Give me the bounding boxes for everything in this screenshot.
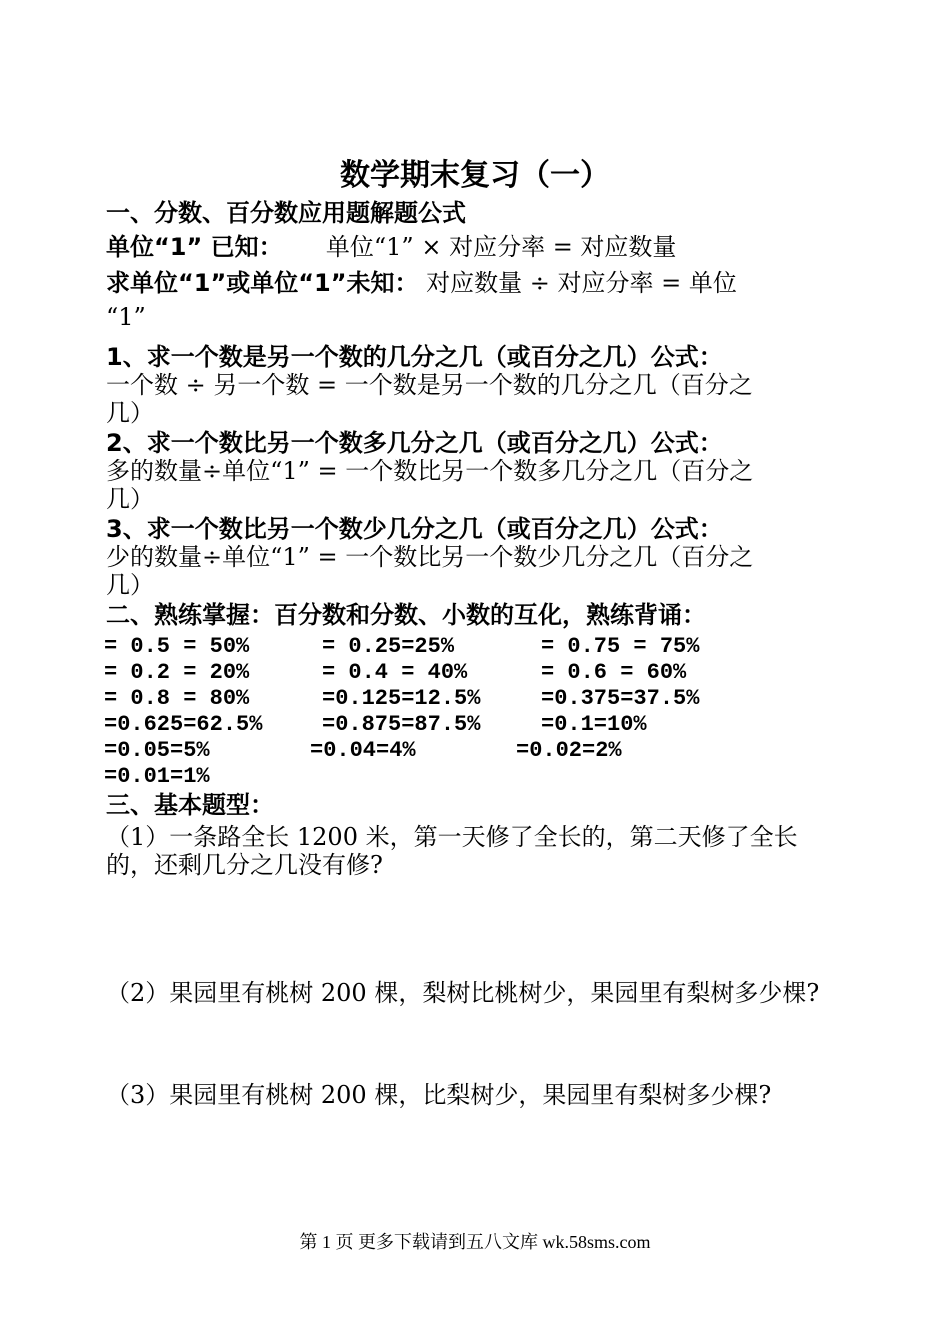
conversion-cell: =0.01=1% xyxy=(104,764,210,789)
question-2: （2）果园里有桃树 200 棵，梨树比桃树少，果园里有梨树多少棵? xyxy=(106,979,820,1007)
item2-formula-cont: 几） xyxy=(106,485,154,513)
conversion-cell: = 0.4 = 40% xyxy=(322,660,468,685)
conversion-cell: =0.125=12.5% xyxy=(322,686,481,711)
conversion-cell: = 0.25=25% xyxy=(322,634,455,659)
page-footer: 第 1 页 更多下载请到五八文库 wk.58sms.com xyxy=(299,1232,651,1252)
formula1-label: 单位“1” 已知： xyxy=(106,233,283,261)
item1-formula-cont: 几） xyxy=(106,399,154,427)
conversion-cell: =0.375=37.5% xyxy=(541,686,700,711)
formula1-body: 单位“1” × 对应分率 = 对应数量 xyxy=(325,233,677,261)
page-title: 数学期末复习（一） xyxy=(340,158,610,193)
item3-formula-cont: 几） xyxy=(106,571,154,599)
item1-formula: 一个数 ÷ 另一个数 = 一个数是另一个数的几分之几（百分之 xyxy=(106,371,753,399)
conversion-cell: =0.05=5% xyxy=(104,738,210,763)
conversion-cell: = 0.8 = 80% xyxy=(104,686,250,711)
item3-heading: 3、求一个数比另一个数少几分之几（或百分之几）公式： xyxy=(106,515,723,543)
formula2 xyxy=(106,268,737,298)
section3-heading: 三、基本题型： xyxy=(106,791,274,819)
conversion-cell: =0.875=87.5% xyxy=(322,712,481,737)
item2-formula: 多的数量÷单位“1” = 一个数比另一个数多几分之几（百分之 xyxy=(106,457,754,485)
conversion-cell: = 0.5 = 50% xyxy=(104,634,250,659)
formula2-label: 求单位“1”或单位“1”未知： xyxy=(106,269,419,297)
conversion-cell: =0.625=62.5% xyxy=(104,712,263,737)
formula2-body: 对应数量 ÷ 对应分率 = 单位 xyxy=(426,269,737,297)
question-1-cont: 的，还剩几分之几没有修? xyxy=(106,851,383,879)
conversion-cell: =0.02=2% xyxy=(516,738,622,763)
conversion-cell: =0.1=10% xyxy=(541,712,647,737)
section1-heading: 一、分数、百分数应用题解题公式 xyxy=(106,199,466,227)
section2-heading: 二、熟练掌握：百分数和分数、小数的互化，熟练背诵： xyxy=(106,601,706,629)
item2-heading: 2、求一个数比另一个数多几分之几（或百分之几）公式： xyxy=(106,429,723,457)
conversion-cell: = 0.2 = 20% xyxy=(104,660,250,685)
formula1 xyxy=(106,232,676,262)
formula2-continued: “1” xyxy=(106,303,146,331)
conversion-cell: = 0.6 = 60% xyxy=(541,660,687,685)
question-3: （3）果园里有桃树 200 棵，比梨树少，果园里有梨树多少棵? xyxy=(106,1081,772,1109)
question-1: （1）一条路全长 1200 米，第一天修了全长的，第二天修了全长 xyxy=(106,823,798,851)
item3-formula: 少的数量÷单位“1” = 一个数比另一个数少几分之几（百分之 xyxy=(106,543,754,571)
conversion-cell: =0.04=4% xyxy=(310,738,416,763)
conversion-cell: = 0.75 = 75% xyxy=(541,634,700,659)
item1-heading: 1、求一个数是另一个数的几分之几（或百分之几）公式： xyxy=(106,343,723,371)
